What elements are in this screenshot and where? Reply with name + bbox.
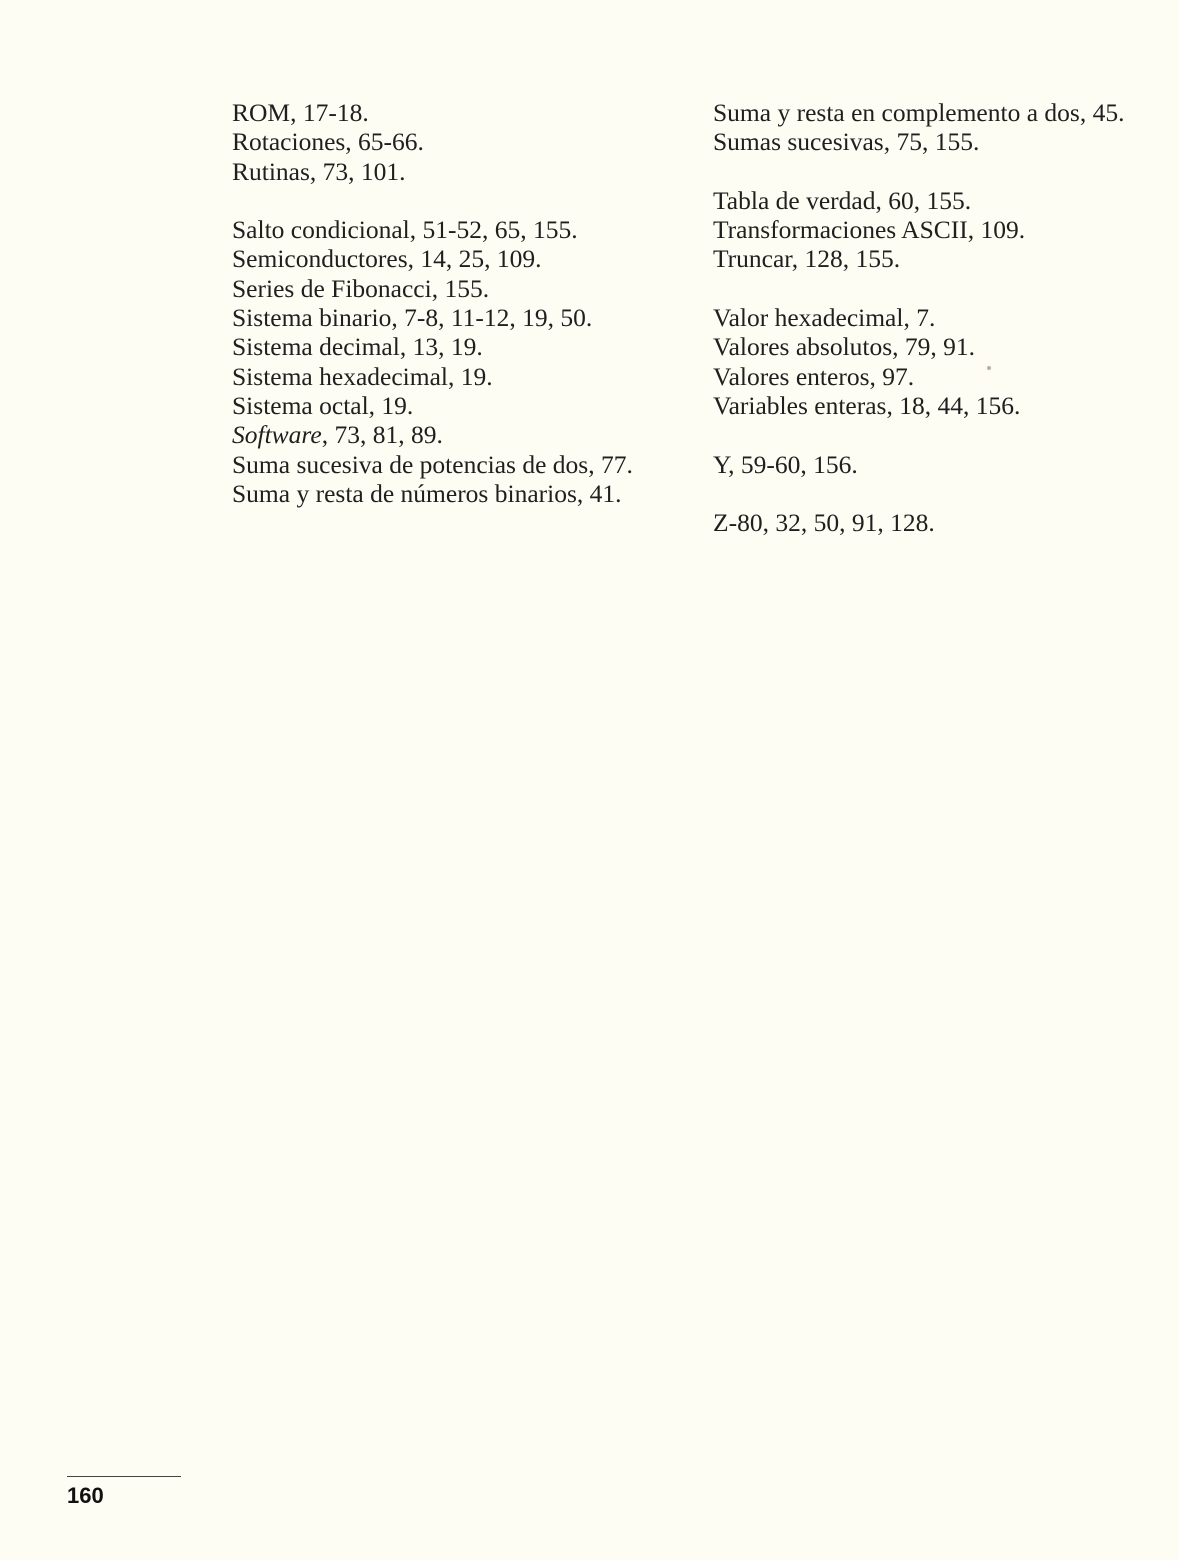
index-entry xyxy=(713,508,1130,537)
index-column-right xyxy=(713,98,1130,537)
index-entry-text: Suma y resta en complemento a dos, 45. xyxy=(713,98,1125,127)
index-entry xyxy=(713,303,1130,332)
index-entry-text: Sistema decimal, 13, 19. xyxy=(232,332,483,362)
index-entry-text: Valores enteros, 97. xyxy=(713,361,915,391)
index-entry-text: Z-80, 32, 50, 91, 128. xyxy=(713,508,935,538)
index-entry xyxy=(232,362,648,391)
index-entry-text: Rotaciones, 65-66. xyxy=(232,127,424,157)
index-group-gap xyxy=(713,420,1130,449)
index-entry xyxy=(713,391,1130,420)
index-entry xyxy=(232,98,648,127)
index-entry xyxy=(232,420,648,449)
index-entry xyxy=(713,362,1130,391)
index-group-gap xyxy=(713,479,1130,508)
page-number: 160 xyxy=(67,1483,104,1508)
index-entry xyxy=(232,127,648,156)
index-entry xyxy=(232,157,648,186)
index-entry-text: ROM, 17-18. xyxy=(232,98,369,127)
index-entry-text: Valores absolutos, 79, 91. xyxy=(713,332,976,362)
index-entry-text: Series de Fibonacci, 155. xyxy=(232,273,490,303)
index-entry xyxy=(232,303,648,332)
index-entry xyxy=(713,127,1130,156)
index-group-gap xyxy=(713,274,1130,303)
index-entry xyxy=(232,450,648,479)
index-entry xyxy=(232,274,648,303)
index-entry-text: Variables enteras, 18, 44, 156. xyxy=(713,390,1021,420)
index-entry-text: Transformaciones ASCII, 109. xyxy=(713,215,1026,245)
index-entry xyxy=(232,244,648,273)
index-entry-text: Valor hexadecimal, 7. xyxy=(713,303,936,333)
index-entry-text: Sistema binario, 7-8, 11-12, 19, 50. xyxy=(232,303,593,333)
index-entry xyxy=(713,98,1130,127)
index-entry-text: Tabla de verdad, 60, 155. xyxy=(713,185,972,215)
paper-speck xyxy=(987,366,991,370)
index-column-left xyxy=(232,98,648,508)
index-entry-italic-term: Software xyxy=(232,420,322,450)
index-group-gap xyxy=(232,186,648,215)
index-entry-text: Suma sucesiva de potencias de dos, 77. xyxy=(232,449,633,479)
index-entry xyxy=(713,244,1130,273)
index-entry xyxy=(713,332,1130,361)
index-entry-text: Suma y resta de números binarios, 41. xyxy=(232,478,622,508)
index-entry xyxy=(713,186,1130,215)
index-entry-text: Sumas sucesivas, 75, 155. xyxy=(713,127,980,157)
index-entry-text: , 73, 81, 89. xyxy=(321,420,443,450)
index-group-gap xyxy=(713,157,1130,186)
index-entry xyxy=(232,479,648,508)
index-entry-text: Sistema octal, 19. xyxy=(232,390,414,420)
index-entry-text: Y, 59-60, 156. xyxy=(713,449,858,479)
index-entry-text: Rutinas, 73, 101. xyxy=(232,156,406,186)
index-entry-text: Sistema hexadecimal, 19. xyxy=(232,361,493,391)
index-entry-text: Truncar, 128, 155. xyxy=(713,244,901,274)
index-entry xyxy=(232,332,648,361)
footer-rule xyxy=(67,1476,181,1477)
index-entry xyxy=(713,215,1130,244)
index-entry xyxy=(713,450,1130,479)
index-entry xyxy=(232,391,648,420)
index-entry-text: Semiconductores, 14, 25, 109. xyxy=(232,244,542,274)
index-entry xyxy=(232,215,648,244)
index-entry-text: Salto condicional, 51-52, 65, 155. xyxy=(232,215,578,245)
